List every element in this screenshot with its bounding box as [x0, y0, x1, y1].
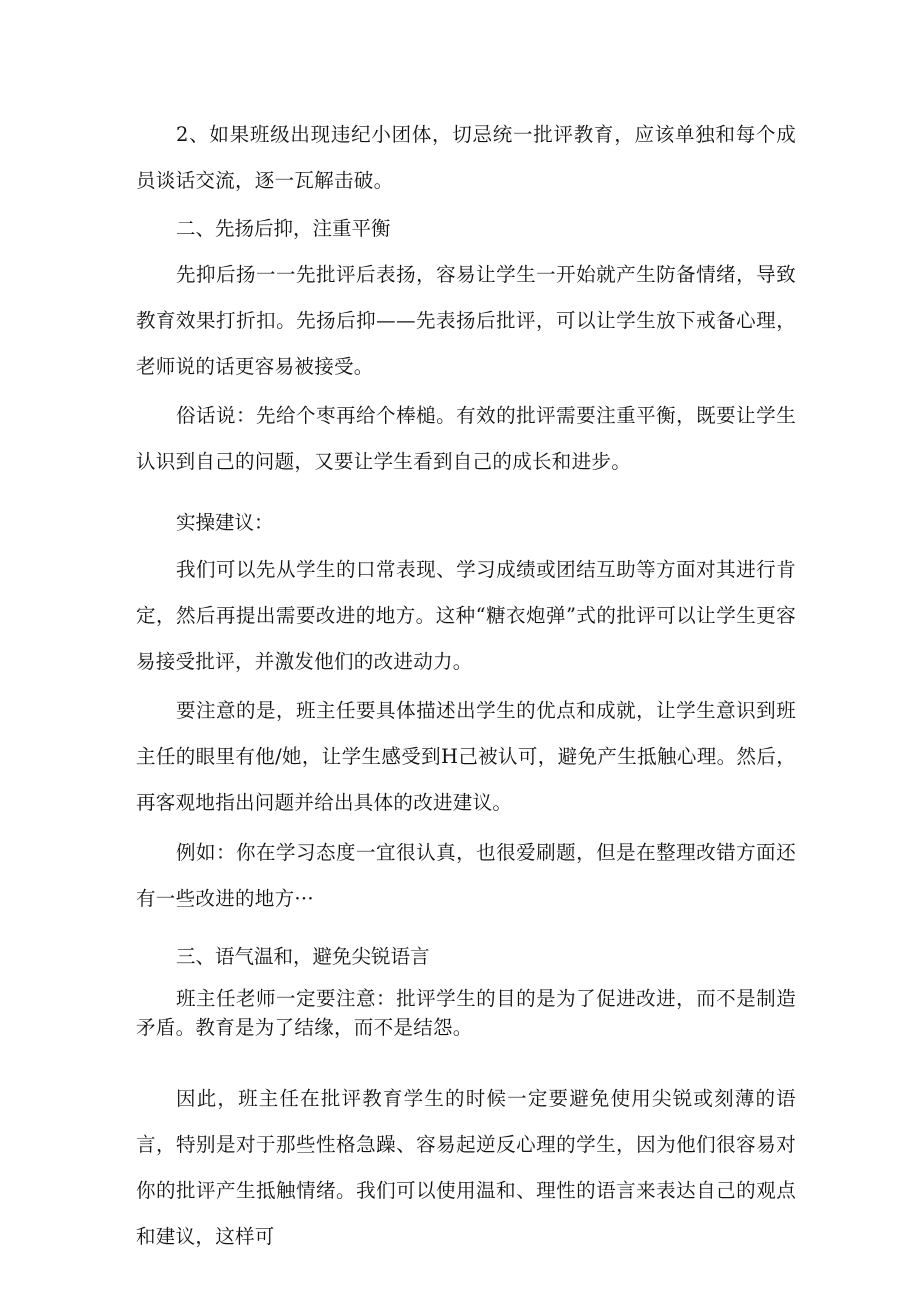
section-heading-2: 二、先扬后抑，注重平衡 — [176, 217, 391, 240]
paragraph-proverb: 俗话说：先给个枣再给个棒槌。有效的批评需要注重平衡，既要让学生认识到自己的问题，又要让学生看到自己的成长和进步。 — [136, 404, 796, 473]
section-heading-3: 三、语气温和，避免尖锐语言 — [176, 945, 430, 968]
paragraph-praise-order: 先抑后扬一一先批评后表扬，容易让学生一开始就产生防备情绪，导致教育效果打折扣。先扬后抑——先表扬后批评，可以让学生放下戒备心理，老师说的话更容易被接受。 — [136, 263, 796, 378]
paragraph-advice: 我们可以先从学生的口常表现、学习成绩或团结互助等方面对其进行肯定，然后再提出需要改进的地方。这种“糖衣炮弹”式的批评可以让学生更容易接受批评，并激发他们的改进动力。 — [136, 558, 796, 673]
paragraph-attention: 要注意的是，班主任要具体描述出学生的优点和成就，让学生意识到班主任的眼里有他/她，让学生感受到H己被认可，避免产生抵触心理。然后，再客观地指出问题并给出具体的改进建议。 — [136, 699, 796, 814]
paragraph-item-2: 2、如果班级出现违纪小团体，切忌统一批评教育，应该单独和每个成员谈话交流，逐一瓦解击破。 — [136, 123, 796, 192]
paragraph-purpose: 班主任老师一定要注意：批评学生的目的是为了促进改进，而不是制造矛盾。教育是为了结缘，而不是结怨。 — [136, 987, 796, 1039]
paragraph-example: 例如：你在学习态度一宜很认真，也很爱刷题，但是在整理改错方面还有一些改进的地方··· — [136, 841, 796, 910]
practical-advice-label: 实操建议： — [176, 511, 274, 534]
paragraph-therefore: 因此，班主任在批评教育学生的时候一定要避免使用尖锐或刻薄的语言，特别是对于那些性格急躁、容易起逆反心理的学生，因为他们很容易对你的批评产生抵触情绪。我们可以使用温和、理性的语言来表达自己的观点和建议，这样可 — [136, 1087, 796, 1248]
